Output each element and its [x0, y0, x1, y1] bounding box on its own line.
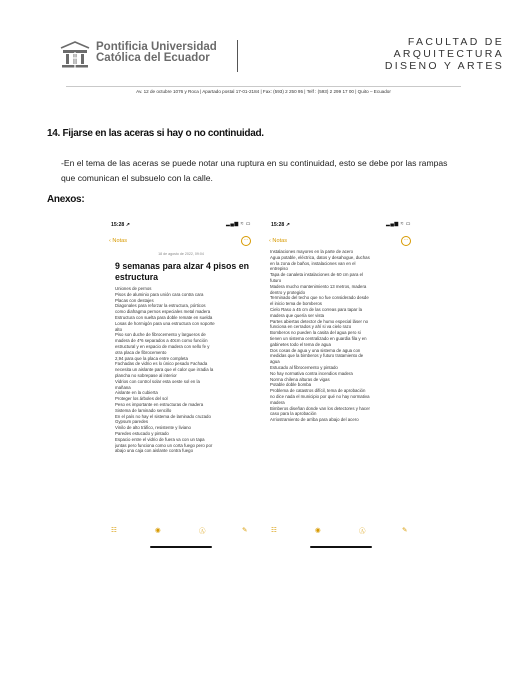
note-line: Bomberos no pueden la casita del agua pero si	[270, 330, 361, 336]
note-line: Potable doble bomba	[270, 382, 312, 388]
more-options-icon[interactable]: ···	[241, 236, 251, 246]
section-heading: 14. Fijarse en las aceras si hay o no continuidad.	[47, 128, 264, 139]
note-line: Fachadas de vidrio es lo único pesado Fachada	[115, 361, 208, 367]
note-line: Espacio entre el vidrio de fuera va con un tapa	[115, 436, 205, 442]
note-line: entrepiso	[270, 266, 288, 272]
note-line: Dos cosas de agua y una sistema de agua con	[270, 347, 361, 353]
markup-icon[interactable]: Ⓐ	[359, 528, 366, 535]
checklist-icon[interactable]: ☷	[271, 527, 277, 534]
note-line: agua	[270, 359, 280, 365]
note-line: estructural y en espacio de madera con sello fe y	[115, 343, 210, 349]
notes-toolbar	[105, 526, 257, 536]
note-line: abajo una caja con aislante contra fuego	[115, 448, 194, 454]
status-icons: ▂▄▆ ≈ ▭	[386, 221, 411, 227]
camera-icon[interactable]: ◉	[315, 527, 321, 534]
note-line: Estructura con suelta para doble remate en suelda	[115, 314, 213, 320]
status-time: 15:28 ↗	[111, 222, 131, 228]
note-line: Problema de catastros difícil, tema de aprobación	[270, 388, 366, 394]
note-line: mañana	[115, 384, 131, 390]
back-to-notes-button[interactable]: ‹ Notas	[109, 238, 128, 244]
camera-icon[interactable]: ◉	[155, 527, 161, 534]
note-line: gabinetes todo el tema de agua	[270, 341, 331, 347]
note-line: Losas de hormigón para una estructura con soporte	[115, 320, 215, 326]
notes-screenshot-left	[105, 212, 257, 552]
note-line: Arriostramiento de arriba para abajo del acero	[270, 417, 359, 423]
note-line: Paredes estucado y pintado	[115, 430, 169, 436]
note-line: madera que quería ser vista	[270, 312, 325, 318]
notes-toolbar	[265, 526, 417, 536]
note-line: Vinilo de alto tráfico, resistente y liviano	[115, 425, 191, 431]
note-body	[115, 286, 255, 454]
note-line: No hay normativa contra incendios madera	[270, 370, 353, 376]
university-name	[96, 42, 217, 64]
note-line: Peso es importante en estructuras de madera	[115, 401, 204, 407]
paragraph-line: que comunican el subsuelo con la calle.	[61, 173, 213, 183]
note-line: el inicio tema de bomberos	[270, 301, 322, 307]
note-title: 9 semanas para alzar 4 pisos en estructura	[115, 261, 249, 282]
back-to-notes-button[interactable]: ‹ Notas	[269, 238, 288, 244]
note-line: otra placa de fibrocemento	[115, 349, 167, 355]
note-line: Gypsum paredes	[115, 419, 149, 425]
header-rule	[66, 86, 461, 87]
note-line: Terminado del techo que no fue considerado desde	[270, 295, 369, 301]
note-line: En el país no hay el sistema de laminado cruzado	[115, 413, 211, 419]
note-date: 18 de agosto de 2022, 09:04	[158, 252, 204, 256]
note-line: como diafragma pernos especiales metal madera	[115, 309, 211, 315]
compose-icon[interactable]: ✎	[402, 527, 408, 534]
note-line: Proteger los árboles del sol	[115, 396, 168, 402]
note-line: Diagonales para reforzar la estructura, pórticos	[115, 303, 206, 309]
note-line: funciona en cerrados y ahí si va cielo razo	[270, 324, 352, 330]
note-line: caso para la aprobación	[270, 411, 317, 417]
letterhead	[0, 0, 527, 100]
note-line: Madera mucho mantenimiento 13 metros, madera	[270, 283, 367, 289]
note-line: 2,94 para que la placa entre completa	[115, 355, 188, 361]
note-line: Agua potable, eléctrica, datos y desahogue, duchas	[270, 254, 370, 260]
checklist-icon[interactable]: ☷	[111, 527, 117, 534]
more-options-icon[interactable]: ···	[401, 236, 411, 246]
section-paragraph	[61, 156, 461, 186]
university-crest-icon	[58, 38, 92, 72]
note-line: juntas pero funciona como un corta fuego pero por	[115, 442, 213, 448]
note-line: necesita un aislante para que el calor que irradia la	[115, 367, 214, 373]
note-line: medidas que la bimberos y futuro tratamiento de	[270, 353, 364, 359]
note-line: Tapa de canaleta instalaciones de 60 cm para el	[270, 272, 363, 278]
note-line: Partes abiertas detector de humo especial láser no	[270, 318, 369, 324]
note-line: dentro y protegido	[270, 289, 306, 295]
note-body	[270, 249, 415, 423]
note-line: no dice nada el municipio por qué no hay normativa	[270, 393, 370, 399]
university-name-line1: Pontificia Universidad	[96, 41, 217, 53]
home-indicator	[310, 546, 372, 548]
note-line: madera de 4*6 separados a 40cm como función	[115, 338, 208, 344]
faculty-name-line1: FACULTAD DE ARQUITECTURA	[393, 36, 504, 60]
note-line: Uniones de pernos	[115, 286, 152, 291]
note-line: tienen un sistema centralizado en guardia fila y en	[270, 335, 367, 341]
note-line: Placas con destajes	[115, 297, 154, 303]
notes-screenshot-right	[265, 212, 417, 552]
note-line: Piso son duche de fibrocemento y largueros de	[115, 332, 206, 338]
note-line: Vidrios con control solar esta oeste sol en la	[115, 378, 200, 384]
note-line: madera	[270, 399, 285, 405]
note-line: futuro	[270, 277, 282, 283]
faculty-name	[300, 36, 504, 72]
note-line: Cielo Raso a 45 cm de las correas para tapar la	[270, 306, 362, 312]
note-line: Pisos de aluminio para unión cara contra cara	[115, 291, 204, 297]
university-name-line2: Católica del Ecuador	[96, 52, 210, 64]
note-line: Estucado al fibrocemento y pintado	[270, 364, 338, 370]
note-line: Instalaciones mayores en la parte de acero	[270, 249, 354, 254]
note-line: plancha no sobrepase al interior	[115, 372, 177, 378]
header-divider	[237, 40, 238, 72]
annex-label: Anexos:	[47, 194, 85, 205]
status-icons: ▂▄▆ ≈ ▭	[226, 221, 251, 227]
address-line: Av. 12 de octubre 1076 y Roca | Apartado postal 17-01-2184 | Fax: (593) 2 250 95 | Telf : (593) 2 299 17 00 | Quito – Ecuador	[136, 89, 391, 94]
note-line: Aislante en la cubierta	[115, 390, 158, 396]
compose-icon[interactable]: ✎	[242, 527, 248, 534]
status-time: 15:28 ↗	[271, 222, 291, 228]
paragraph-line: -En el tema de las aceras se puede notar una ruptura en su continuidad, esto se debe por las rampas	[61, 158, 448, 168]
note-line: Norma chilena alturas de vigas	[270, 376, 330, 382]
note-line: Sistema de laminado sencillo	[115, 407, 172, 413]
note-line: alto	[115, 326, 123, 332]
note-line: en la zona de baños, instalaciones van en el	[270, 260, 356, 266]
markup-icon[interactable]: Ⓐ	[199, 528, 206, 535]
home-indicator	[150, 546, 212, 548]
faculty-name-line2: DISENO Y ARTES	[384, 60, 504, 72]
note-line: Bimberos diseñan donde van los detectores y hacer	[270, 405, 370, 411]
